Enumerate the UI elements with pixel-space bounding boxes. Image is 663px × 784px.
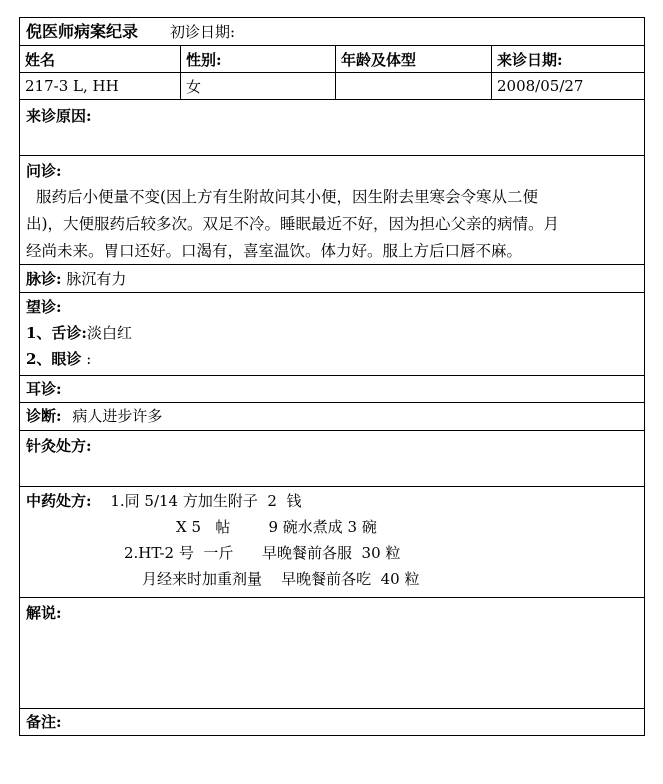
herbal-line: 2.HT-2 号 一斤 早晚餐前各服 30 粒 — [124, 544, 401, 562]
medical-record-form — [19, 17, 645, 736]
record-title: 倪医师病案纪录 — [26, 21, 139, 41]
pulse-value: 脉沉有力 — [66, 270, 127, 288]
acupuncture-label: 针灸处方: — [26, 437, 92, 455]
info-header-row — [20, 45, 644, 72]
tongue-label: 1、舌诊: — [26, 324, 87, 342]
inquiry-line: 出)，大便服药后较多次。双足不冷。睡眠最近不好，因为担心父亲的病情。月 — [26, 215, 560, 233]
age-type-header: 年龄及体型 — [335, 46, 491, 72]
eye-value: : — [86, 350, 92, 368]
observation-label: 望诊: — [26, 298, 62, 316]
tongue-value: 淡白红 — [86, 324, 132, 342]
inquiry-line: 经尚未来。胃口还好。口渴有，喜室温饮。体力好。服上方后口唇不麻。 — [26, 242, 523, 260]
pulse-label: 脉诊: — [26, 270, 62, 288]
observation-section — [20, 292, 644, 375]
visit-date-header: 来诊日期: — [491, 46, 644, 72]
notes-label: 备注: — [26, 713, 62, 731]
herbal-line: X 5 帖 9 碗水煮成 3 碗 — [176, 518, 377, 536]
patient-gender: 女 — [180, 73, 335, 99]
herbal-line: 1.同 5/14 方加生附子 2 钱 — [110, 492, 302, 510]
pulse-section — [20, 264, 644, 292]
patient-name: 217-3 L, HH — [25, 77, 119, 95]
patient-visit-date: 2008/05/27 — [491, 73, 644, 99]
notes-section — [20, 708, 644, 735]
diagnosis-value: 病人进步许多 — [72, 407, 163, 425]
info-values-row — [20, 72, 644, 99]
diagnosis-section — [20, 402, 644, 430]
first-visit-label: 初诊日期: — [170, 22, 236, 41]
explanation-section — [20, 597, 644, 708]
herbal-label: 中药处方: — [26, 492, 92, 510]
title-row — [20, 18, 644, 45]
reason-section — [20, 99, 644, 155]
reason-label: 来诊原因: — [26, 107, 92, 125]
explanation-label: 解说: — [26, 604, 62, 622]
inquiry-line: 服药后小便量不变(因上方有生附故问其小便，因生附去里寒会令寒从二便 — [36, 188, 539, 206]
patient-age-type — [335, 73, 491, 99]
diagnosis-label: 诊断: — [26, 407, 62, 425]
herbal-line: 月经来时加重剂量 早晚餐前各吃 40 粒 — [142, 570, 420, 588]
name-header: 姓名 — [25, 50, 56, 69]
herbal-section — [20, 486, 644, 597]
ear-label: 耳诊: — [26, 380, 62, 398]
ear-section — [20, 375, 644, 402]
inquiry-label: 问诊: — [26, 162, 62, 180]
gender-header: 性别: — [180, 46, 335, 72]
inquiry-section — [20, 155, 644, 264]
eye-label: 2、眼诊 — [26, 350, 82, 368]
acupuncture-section — [20, 430, 644, 486]
